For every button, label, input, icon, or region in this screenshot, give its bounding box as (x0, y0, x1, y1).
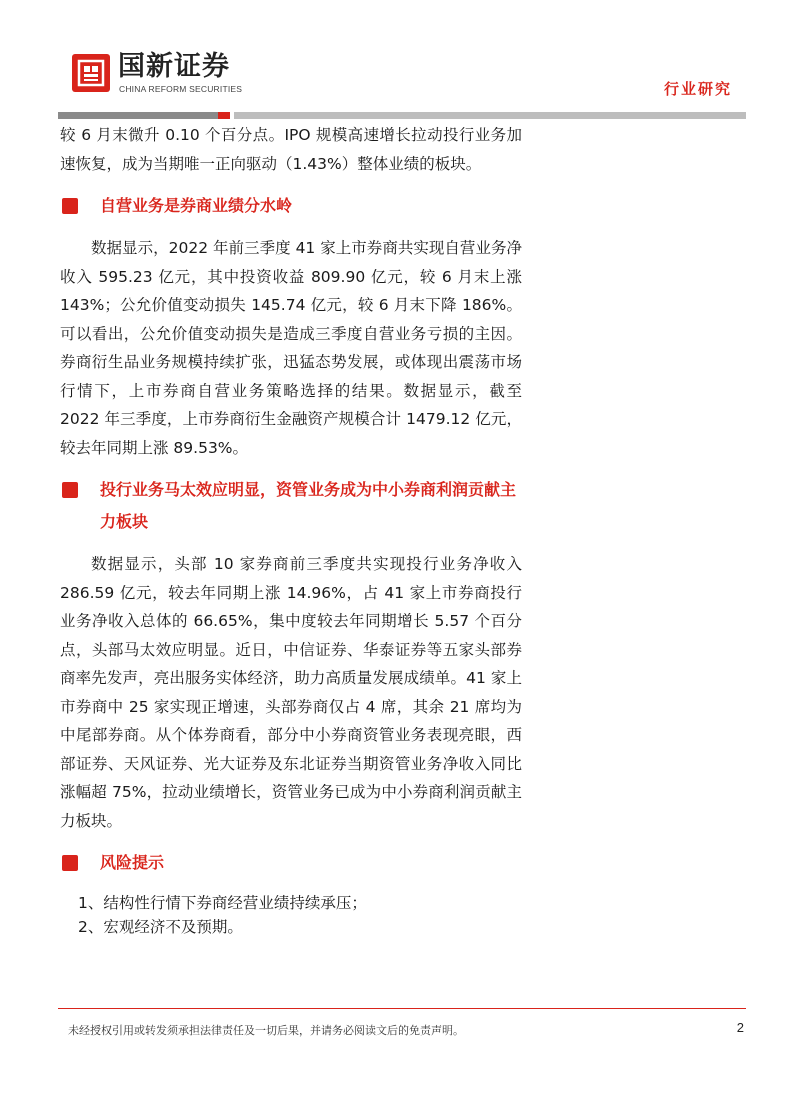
section-title: 风险提示 (100, 853, 165, 872)
section-body-investment-banking: 数据显示，头部 10 家券商前三季度共实现投行业务净收入 286.59 亿元，较去年同期上涨 14.96%，占 41 家上市券商投行业务净收入总体的 66.65%，集中度较去年同期增长 5.57 个百分点，头部马太效应明显。近日，中信证券、华泰证券等五家头部券商率先发声，亮出服务实体经济，助力高质量发展成绩单。41 家上市券商中 25 家实现正增速，头部券商仅占 4 席，其余 21 席均为中尾部券商。从个体券商看，部分中小券商资管业务表现亮眼，西部证券、天风证券、光大证券及东北证券当期资管业务净收入同比涨幅超 75%，拉动业绩增长，资管业务已成为中小券商利润贡献主力板块。 (60, 555, 522, 830)
header-divider-light (234, 112, 746, 119)
section-bullet-icon (62, 482, 78, 498)
section-bullet-icon (62, 855, 78, 871)
company-name: 国新证券 (118, 51, 230, 82)
section-body-proprietary: 数据显示，2022 年前三季度 41 家上市券商共实现自营业务净收入 595.23 亿元，其中投资收益 809.90 亿元，较 6 月末上涨 143%；公允价值变动损失 145.74 亿元，较 6 月末下降 186%。可以看出，公允价值变动损失是造成三季度自营业务亏损的主因。券商衍生品业务规模持续扩张，迅猛态势发展，或体现出震荡市场行情下，上市券商自营业务策略选择的结果。数据显示，截至 2022 年三季度，上市券商衍生金融资产规模合计 1479.12 亿元，较去年同期上涨 89.53%。 (60, 239, 522, 457)
section-heading-proprietary (60, 190, 522, 222)
list-item: 2、宏观经济不及预期。 (78, 918, 243, 936)
company-logo-icon (72, 54, 110, 92)
header-divider-dark (58, 112, 218, 119)
section-bullet-icon (62, 198, 78, 214)
report-content (60, 121, 522, 939)
footer-divider (58, 1008, 746, 1009)
list-item: 1、结构性行情下券商经营业绩持续承压； (78, 894, 367, 912)
section-heading-investment-banking (60, 474, 522, 538)
footer-disclaimer: 未经授权引用或转发须承担法律责任及一切后果，并请务必阅读文后的免责声明。 (68, 1024, 464, 1037)
risk-list (60, 891, 522, 939)
section-heading-risk (60, 847, 522, 879)
page-number: 2 (736, 1020, 744, 1035)
report-type-label: 行业研究 (663, 80, 732, 98)
header-divider-accent (218, 112, 230, 119)
intro-paragraph: 较 6 月末微升 0.10 个百分点。IPO 规模高速增长拉动投行业务加速恢复，成为当期唯一正向驱动（1.43%）整体业绩的板块。 (60, 126, 522, 173)
section-title: 投行业务马太效应明显，资管业务成为中小券商利润贡献主力板块 (100, 480, 517, 531)
company-name-en: CHINA REFORM SECURITIES (119, 84, 243, 94)
section-title: 自营业务是券商业绩分水岭 (100, 196, 293, 215)
